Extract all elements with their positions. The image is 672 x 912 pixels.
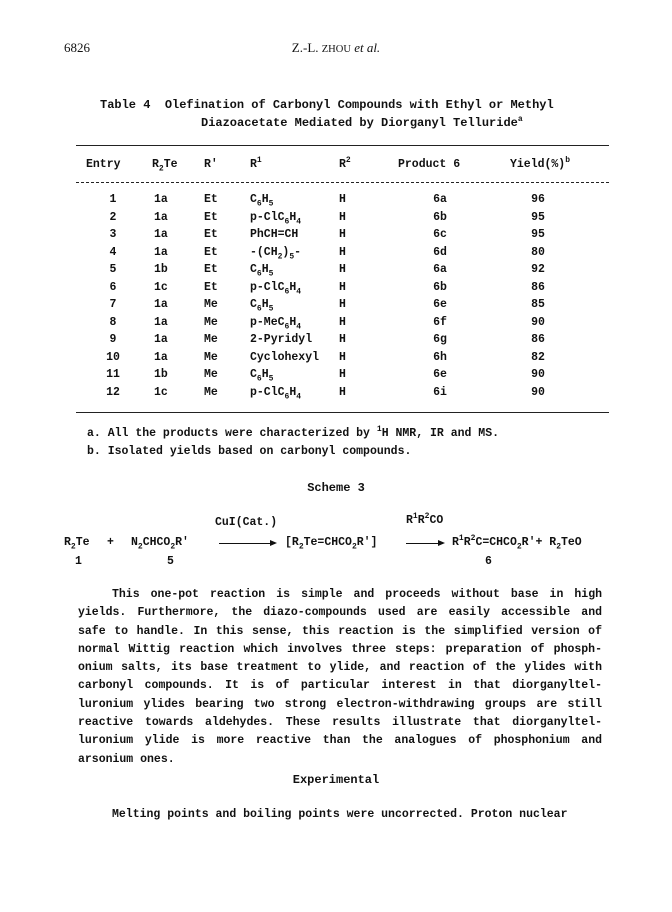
cell-yield: 90 [531,368,545,381]
cell-entry: 4 [109,245,117,259]
cell-yield: 86 [531,280,545,294]
cell-r-prime: Et [204,245,218,259]
cell-r1: PhCH=CH [250,228,299,241]
cell-r2te: 1a [154,350,168,364]
cell-r1: $p-ClC_6H_4$ [250,280,302,296]
cell-product: 6e [433,368,447,381]
header-r-prime: R' [204,158,218,171]
cell-r-prime: Me [204,333,218,346]
table-title-line1: Olefination of Carbonyl Compounds with Ethyl or Methyl [164,98,554,112]
cell-r2te: 1a [154,228,168,241]
scheme-reactant-2: $N_2CHCO_2R'$ [131,536,189,552]
cell-entry: 1 [109,193,117,206]
scheme-catalyst: CuI(Cat.) [215,516,278,529]
scheme-title: Scheme 3 [307,481,365,495]
cell-product: 6h [433,350,447,364]
cell-r1: $p-MeC_6H_4$ [250,315,302,331]
header-yield: Yield(%)$^b$ [510,156,571,171]
cell-yield: 92 [531,263,545,276]
cell-r2te: 1b [154,368,168,381]
cell-entry: 2 [109,210,117,224]
cell-r-prime: Et [204,280,218,294]
cell-r-prime: Et [204,228,218,241]
cell-yield: 90 [531,385,545,399]
header-r2: $R^2$ [339,156,351,171]
cell-entry: 3 [109,228,117,241]
cell-product: 6a [433,193,447,206]
cell-r-prime: Et [204,263,218,276]
cell-yield: 90 [531,315,545,329]
header-r2te: $R_2Te$ [152,158,178,174]
cell-r-prime: Me [204,298,218,311]
cell-r2: H [339,193,346,206]
table-top-rule [76,145,609,146]
cell-r2: H [339,368,346,381]
cell-r-prime: Me [204,350,218,364]
cell-r1: Cyclohexyl [250,350,320,364]
cell-r1: $C_6H_5$ [250,368,274,384]
scheme-arrow-2 [406,543,443,544]
cell-product: 6e [433,298,447,311]
footnote-b: b. Isolated yields based on carbonyl compounds. [87,445,412,458]
body-line: luronium ylides bearing two strong electron-withdrawing groups are still [78,697,602,711]
cell-entry: 11 [106,368,120,381]
body-line: reactive towards aldehydes. These results illustrate that diorganyltel- [78,716,602,730]
cell-r1: $C_6H_5$ [250,298,274,314]
cell-product: 6d [433,245,447,259]
body-line: yields. Furthermore, the diazo-compounds used are easily accessible and [78,606,602,620]
cell-r2: H [339,280,346,294]
cell-r1: $-(CH_2)_5-$ [250,245,302,261]
cell-r2: H [339,210,346,224]
table-footnotes [87,425,499,461]
cell-r2te: 1a [154,315,168,329]
running-head [0,40,672,56]
cell-entry: 5 [109,263,117,276]
scheme-label-6: 6 [485,555,492,568]
table-title-line2: Diazoacetate Mediated by Diorganyl Telluride [201,116,518,130]
table-bottom-rule [76,412,609,413]
cell-product: 6g [433,333,447,346]
cell-entry: 8 [109,315,117,329]
scheme-product: $R^1R^2C=CHCO_2R'+ R_2TeO$ [452,534,582,552]
cell-r2: H [339,385,346,399]
scheme-reactant-1: $R_2Te$ [64,536,90,552]
scheme-arrow-1 [219,543,275,544]
cell-r1: $C_6H_5$ [250,263,274,279]
cell-r2te: 1a [154,245,168,259]
cell-yield: 95 [531,210,545,224]
body-line: normal Wittig reaction which involves three steps: preparation of phosph- [78,642,602,656]
cell-product: 6c [433,228,447,241]
body-line: This one-pot reaction is simple and proceeds without base in high [112,588,602,601]
body-line: onium salts, its base treatment to ylide, and reaction of the ylides with [78,661,602,675]
cell-product: 6i [433,385,447,399]
cell-r-prime: Me [204,368,218,381]
cell-r1: 2-Pyridyl [250,333,313,346]
header-r1: $R^1$ [250,156,262,171]
experimental-first-line: Melting points and boiling points were uncorrected. Proton nuclear [112,808,568,821]
author-initials: Z.-L. [291,40,322,55]
author-surname: ZHOU [321,44,351,55]
et-al: et al. [350,40,381,55]
cell-yield: 96 [531,193,545,206]
body-line: luronium ylide is more reactive than the analogues of phosphonium and [78,734,602,748]
cell-product: 6a [433,263,447,276]
cell-entry: 6 [109,280,117,294]
cell-r2: H [339,228,346,241]
cell-r1: $p-ClC_6H_4$ [250,385,302,401]
cell-yield: 82 [531,350,545,364]
scheme-label-1: 1 [75,555,82,568]
cell-entry: 12 [106,385,120,399]
cell-r1: $p-ClC_6H_4$ [250,210,302,226]
footnote-a: a. All the products were characterized by $^1$H NMR, IR and MS. [87,425,500,440]
cell-r2te: 1a [154,333,168,346]
table-caption [100,96,580,132]
cell-yield: 80 [531,245,545,259]
cell-r2: H [339,245,346,259]
cell-r2te: 1a [154,193,168,206]
cell-r-prime: Me [204,385,218,399]
cell-r-prime: Et [204,210,218,224]
cell-r2: H [339,315,346,329]
cell-r2te: 1a [154,210,168,224]
cell-product: 6f [433,315,447,329]
cell-entry: 10 [106,350,120,364]
page-number: 6826 [64,40,90,55]
cell-r2te: 1b [154,263,168,276]
table-header-rule [76,182,609,183]
table-label: Table 4 [100,98,151,112]
cell-r-prime: Et [204,193,218,206]
cell-yield: 95 [531,228,545,241]
header-entry: Entry [86,158,121,171]
cell-r-prime: Me [204,315,218,329]
cell-r2te: 1c [154,385,168,399]
cell-r2te: 1c [154,280,168,294]
cell-yield: 85 [531,298,545,311]
table-title-footnote-mark: a [517,115,523,124]
header-product: Product 6 [398,158,461,171]
cell-r2te: 1a [154,298,168,311]
cell-product: 6b [433,210,447,224]
body-line: arsonium ones. [78,752,175,766]
cell-r2: H [339,298,346,311]
cell-r2: H [339,333,346,346]
cell-r2: H [339,263,346,276]
cell-product: 6b [433,280,447,294]
scheme-plus: + [107,536,114,549]
cell-entry: 7 [109,298,117,311]
body-line: safe to handle. In this sense, this reaction is the simplified version of [78,624,602,638]
body-paragraph [78,586,602,769]
body-line: carbonyl compounds. It is of particular interest in that diorganyltel- [78,679,602,693]
cell-entry: 9 [109,333,117,346]
cell-yield: 86 [531,333,545,346]
experimental-heading: Experimental [292,773,380,787]
cell-r2: H [339,350,346,364]
scheme-reagent-top: $R^1R^2CO$ [406,512,444,527]
cell-r1: $C_6H_5$ [250,193,274,209]
scheme-label-5: 5 [167,555,174,568]
scheme-intermediate: $[R_2Te=CHCO_2R']$ [285,536,378,552]
